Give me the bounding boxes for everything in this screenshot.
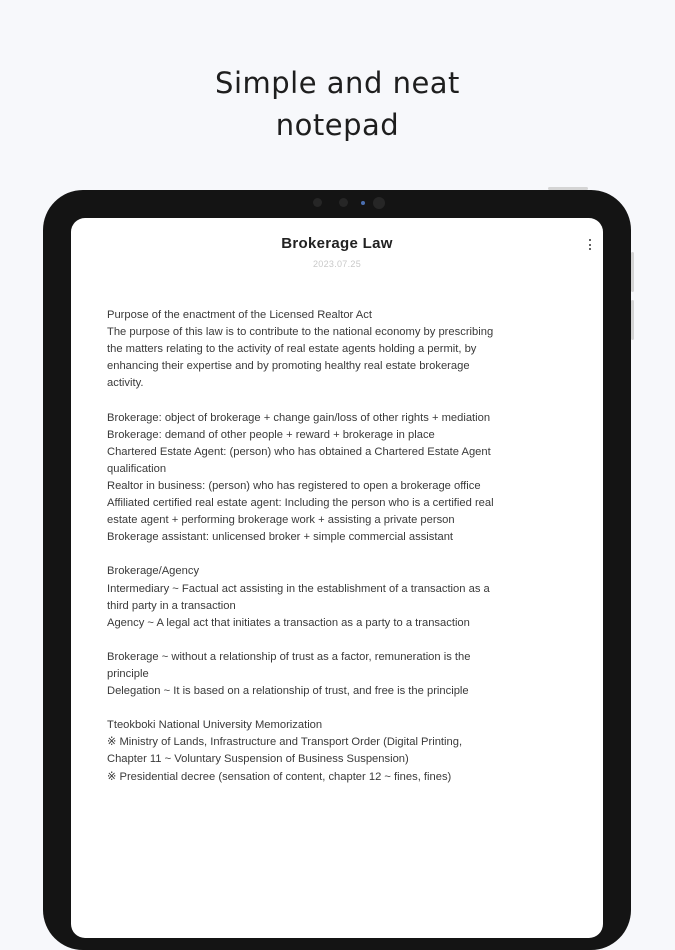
tablet-top-button <box>548 187 588 190</box>
note-line: Brokerage: object of brokerage + change gain/loss of other rights + mediation <box>107 411 491 424</box>
more-vertical-icon[interactable] <box>586 238 594 252</box>
note-line: Intermediary ~ Factual act assisting in the establishment of a transaction as a <box>107 582 490 595</box>
note-line: principle <box>107 667 149 680</box>
headline-line-1: Simple and neat <box>215 66 460 100</box>
tablet-frame <box>43 190 631 950</box>
note-line: ※ Ministry of Lands, Infrastructure and Transport Order (Digital Printing, <box>107 736 463 749</box>
note-line: activity. <box>107 377 144 390</box>
note-line: Tteokboki National University Memorization <box>107 719 323 732</box>
camera-sensor-icon <box>339 198 348 207</box>
front-camera-icon <box>373 197 385 209</box>
camera-bar <box>313 196 443 210</box>
promo-headline <box>0 62 675 146</box>
note-line: Agency ~ A legal act that initiates a transaction as a party to a transaction <box>107 616 470 629</box>
note-date: 2023.07.25 <box>312 259 362 269</box>
tablet-volume-up-button <box>631 252 634 292</box>
note-blank-line <box>107 700 577 717</box>
note-blank-line <box>107 632 577 649</box>
camera-indicator-icon <box>361 201 365 205</box>
note-line: Realtor in business: (person) who has registered to open a brokerage office <box>107 479 481 492</box>
note-line: the matters relating to the activity of real estate agents holding a permit, by <box>107 343 477 356</box>
note-line: Affiliated certified real estate agent: Including the person who is a certified real <box>107 497 494 510</box>
headline-line-2: notepad <box>275 108 400 142</box>
note-line: Brokerage assistant: unlicensed broker + simple commercial assistant <box>107 531 454 544</box>
note-blank-line <box>107 392 577 409</box>
note-line: Brokerage: demand of other people + reward + brokerage in place <box>107 428 435 441</box>
note-line: Delegation ~ It is based on a relationship of trust, and free is the principle <box>107 685 469 698</box>
tablet-screen <box>71 218 603 938</box>
note-title[interactable]: Brokerage Law <box>281 235 393 252</box>
note-line: The purpose of this law is to contribute to the national economy by prescribing <box>107 326 494 339</box>
note-line: Brokerage ~ without a relationship of trust as a factor, remuneration is the <box>107 650 471 663</box>
note-line: Purpose of the enactment of the Licensed Realtor Act <box>107 309 372 321</box>
note-line: enhancing their expertise and by promoting healthy real estate brokerage <box>107 360 470 373</box>
camera-sensor-icon <box>313 198 322 207</box>
note-line: qualification <box>107 462 167 475</box>
note-line: ※ Presidential decree (sensation of content, chapter 12 ~ fines, fines) <box>107 770 452 783</box>
note-line: Brokerage/Agency <box>107 565 200 578</box>
note-line: estate agent + performing brokerage work + assisting a private person <box>107 514 455 527</box>
note-body[interactable] <box>107 307 577 786</box>
tablet-volume-down-button <box>631 300 634 340</box>
note-line: third party in a transaction <box>107 599 236 612</box>
note-line: Chartered Estate Agent: (person) who has obtained a Chartered Estate Agent <box>107 445 491 458</box>
note-blank-line <box>107 546 577 563</box>
note-line: Chapter 11 ~ Voluntary Suspension of Business Suspension) <box>107 753 409 766</box>
